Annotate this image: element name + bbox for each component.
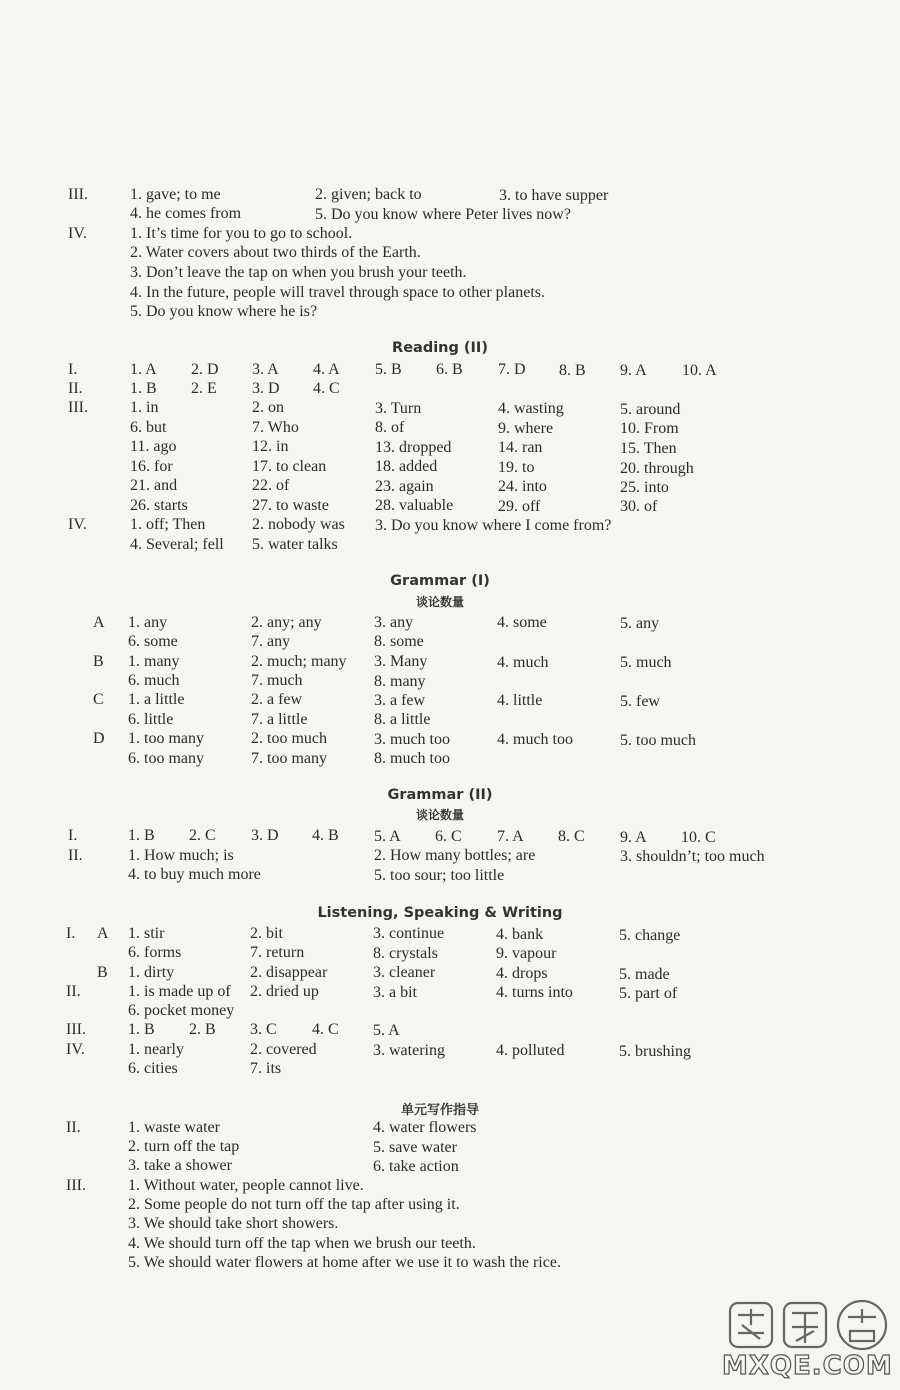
answer: 6. cities [128, 1060, 178, 1077]
answer: 6. pocket money [128, 1002, 235, 1019]
answer: 3. much too [374, 731, 450, 748]
answer: 2. on [252, 399, 284, 416]
answer: 4. little [497, 692, 543, 709]
section-title: 单元写作指导 [400, 1103, 479, 1118]
answer: 4. We should turn off the tap when we brush our teeth. [128, 1235, 476, 1252]
answer: 5. Do you know where Peter lives now? [315, 206, 571, 223]
answer: 7. Who [252, 419, 299, 436]
answer: 27. to waste [252, 497, 329, 514]
answer: 3. to have supper [499, 187, 609, 204]
answer: 2. given; back to [315, 186, 422, 203]
answer: 10. From [620, 420, 679, 437]
answer: 1. It’s time for you to go to school. [130, 225, 353, 242]
answer: 2. C [189, 827, 216, 844]
answer: 1. off; Then [130, 516, 206, 533]
answer: 8. B [559, 362, 586, 379]
answer: 1. Without water, people cannot live. [128, 1177, 364, 1194]
answer: 3. A [252, 361, 279, 378]
answer: 8. a little [374, 711, 431, 728]
answer: 28. valuable [375, 497, 454, 514]
answer: 5. part of [619, 985, 678, 1002]
watermark [722, 1295, 892, 1385]
answer: 24. into [498, 478, 547, 495]
answer: 2. How many bottles; are [374, 847, 536, 864]
answer: 6. forms [128, 944, 182, 961]
answer: 21. and [130, 477, 178, 494]
answer: 8. much too [374, 750, 450, 767]
answer: 1. stir [128, 925, 165, 942]
answer: 4. polluted [496, 1042, 565, 1059]
answer: 6. some [128, 633, 178, 650]
answer: 1. dirty [128, 964, 175, 981]
answer: 26. starts [130, 497, 188, 514]
answer: 5. around [620, 401, 681, 418]
answer: 5. much [620, 654, 672, 671]
answer: 4. wasting [498, 400, 564, 417]
answer: 5. change [619, 927, 681, 944]
answer: 5. water talks [252, 536, 338, 553]
answer: 9. where [498, 420, 554, 437]
answer: 12. in [252, 438, 289, 455]
roman-numeral: III. [66, 1177, 86, 1194]
answer: 7. a little [251, 711, 308, 728]
answer: 3. Don’t leave the tap on when you brush your teeth. [130, 264, 467, 281]
roman-numeral: II. [66, 983, 81, 1000]
answer: 30. of [620, 498, 658, 515]
answer: 3. Do you know where I come from? [375, 517, 612, 534]
answer: 18. added [375, 458, 438, 475]
answer: 15. Then [620, 440, 677, 457]
answer: 9. A [620, 362, 647, 379]
answer: 3. D [251, 827, 279, 844]
answer: 1. A [130, 361, 157, 378]
answer: 3. any [374, 614, 414, 631]
answer: 2. nobody was [252, 516, 345, 533]
answer: 8. many [374, 673, 426, 690]
answer: 1. too many [128, 730, 204, 747]
answer: 4. he comes from [130, 205, 242, 222]
answer: 8. crystals [373, 945, 438, 962]
answer: 2. a few [251, 691, 303, 708]
answer: 3. a few [374, 692, 426, 709]
watermark-logo-icon [722, 1295, 892, 1355]
roman-numeral: IV. [68, 516, 87, 533]
answer: 8. C [558, 828, 585, 845]
answer: 2. covered [250, 1041, 317, 1058]
answer: 4. much [497, 654, 549, 671]
answer: 5. too sour; too little [374, 867, 505, 884]
answer: 4. drops [496, 965, 548, 982]
roman-numeral: III. [66, 1021, 86, 1038]
answer: 2. E [191, 380, 217, 397]
answer: 6. too many [128, 750, 204, 767]
answer: 4. In the future, people will travel through space to other planets. [130, 284, 545, 301]
answer: 5. few [620, 693, 660, 710]
section-title: Grammar (I) [390, 573, 490, 589]
answer: 2. bit [250, 925, 283, 942]
answer: 11. ago [130, 438, 177, 455]
part-letter: D [93, 730, 105, 747]
answer: 1. any [128, 614, 168, 631]
answer: 3. We should take short showers. [128, 1215, 339, 1232]
answer: 1. B [128, 827, 155, 844]
roman-numeral: II. [66, 1119, 81, 1136]
answer: 4. B [312, 827, 339, 844]
section-subtitle: 谈论数量 [415, 595, 464, 609]
answer: 2. much; many [251, 653, 347, 670]
answer: 5. any [620, 615, 660, 632]
answer: 3. shouldn’t; too much [620, 848, 765, 865]
answer: 2. Water covers about two thirds of the Earth. [130, 244, 421, 261]
answer: 4. C [312, 1021, 339, 1038]
answer: 1. a little [128, 691, 185, 708]
answer: 1. in [130, 399, 159, 416]
answer: 5. save water [373, 1139, 457, 1156]
watermark-text: MXQE.COM [722, 1351, 893, 1381]
answer: 7. return [250, 944, 305, 961]
answer: 19. to [498, 459, 535, 476]
answer: 6. B [436, 361, 463, 378]
answer: 3. Turn [375, 400, 422, 417]
answer: 2. B [189, 1021, 216, 1038]
answer: 5. We should water flowers at home after we use it to wash the rice. [128, 1254, 561, 1271]
section-subtitle: 谈论数量 [415, 808, 464, 822]
answer: 7. much [251, 672, 303, 689]
answer: 2. D [191, 361, 219, 378]
section-title: Listening, Speaking & Writing [317, 905, 563, 921]
answer: 4. much too [497, 731, 573, 748]
answer: 7. A [497, 828, 524, 845]
answer: 1. How much; is [128, 847, 234, 864]
answer: 20. through [620, 460, 694, 477]
answer: 1. many [128, 653, 180, 670]
answer: 7. too many [251, 750, 327, 767]
part-letter: A [93, 614, 105, 631]
answer: 2. disappear [250, 964, 328, 981]
answer: 23. again [375, 478, 434, 495]
part-letter: A [97, 925, 109, 942]
answer: 4. water flowers [373, 1119, 477, 1136]
answer: 3. C [250, 1021, 277, 1038]
answer: 2. Some people do not turn off the tap after using it. [128, 1196, 460, 1213]
section-title: Grammar (II) [387, 787, 493, 803]
answer: 4. bank [496, 926, 544, 943]
answer: 25. into [620, 479, 669, 496]
roman-numeral: I. [68, 827, 78, 844]
answer: 1. B [128, 1021, 155, 1038]
roman-numeral: II. [68, 847, 83, 864]
answer: 29. off [498, 498, 541, 515]
answer: 17. to clean [252, 458, 327, 475]
answer: 10. A [682, 362, 717, 379]
answer: 1. is made up of [128, 983, 231, 1000]
answer: 7. D [498, 361, 526, 378]
answer: 9. vapour [496, 945, 557, 962]
answer: 8. of [375, 419, 405, 436]
answer: 6. but [130, 419, 167, 436]
section-title: Reading (II) [392, 340, 488, 356]
answer: 3. D [252, 380, 280, 397]
answer: 4. some [497, 614, 547, 631]
part-letter: B [93, 653, 104, 670]
answer: 4. A [313, 361, 340, 378]
answer: 6. little [128, 711, 174, 728]
answer: 1. B [130, 380, 157, 397]
answer: 1. gave; to me [130, 186, 221, 203]
answer: 3. a bit [373, 984, 417, 1001]
answer: 5. Do you know where he is? [130, 303, 318, 320]
part-letter: C [93, 691, 104, 708]
answer: 4. Several; fell [130, 536, 224, 553]
answer: 5. A [373, 1022, 400, 1039]
answer: 16. for [130, 458, 173, 475]
answer: 3. continue [373, 925, 445, 942]
answer: 2. dried up [250, 983, 319, 1000]
part-letter: B [97, 964, 108, 981]
roman-numeral: III. [68, 186, 88, 203]
answer: 8. some [374, 633, 424, 650]
answer: 13. dropped [375, 439, 452, 456]
answer: 4. C [313, 380, 340, 397]
answer: 3. watering [373, 1042, 445, 1059]
answer: 2. any; any [251, 614, 322, 631]
answer: 3. Many [374, 653, 428, 670]
answer: 2. too much [251, 730, 327, 747]
answer: 3. cleaner [373, 964, 436, 981]
answer: 4. turns into [496, 984, 573, 1001]
answer: 14. ran [498, 439, 543, 456]
answer: 5. too much [620, 732, 696, 749]
answer: 5. brushing [619, 1043, 691, 1060]
answer: 22. of [252, 477, 290, 494]
answer: 9. A [620, 829, 647, 846]
answer: 1. nearly [128, 1041, 184, 1058]
answer: 5. made [619, 966, 670, 983]
answer: 2. turn off the tap [128, 1138, 240, 1155]
roman-numeral: II. [68, 380, 83, 397]
answer: 5. A [374, 828, 401, 845]
roman-numeral: IV. [66, 1041, 85, 1058]
roman-numeral: IV. [68, 225, 87, 242]
answer: 10. C [681, 829, 716, 846]
answer: 1. waste water [128, 1119, 220, 1136]
answer: 7. its [250, 1060, 282, 1077]
roman-numeral: III. [68, 399, 88, 416]
answer: 6. much [128, 672, 180, 689]
answer: 5. B [375, 361, 402, 378]
answer: 7. any [251, 633, 291, 650]
answer: 4. to buy much more [128, 866, 261, 883]
answer: 6. take action [373, 1158, 459, 1175]
roman-numeral: I. [66, 925, 76, 942]
roman-numeral: I. [68, 361, 78, 378]
answer: 6. C [435, 828, 462, 845]
answer: 3. take a shower [128, 1157, 232, 1174]
